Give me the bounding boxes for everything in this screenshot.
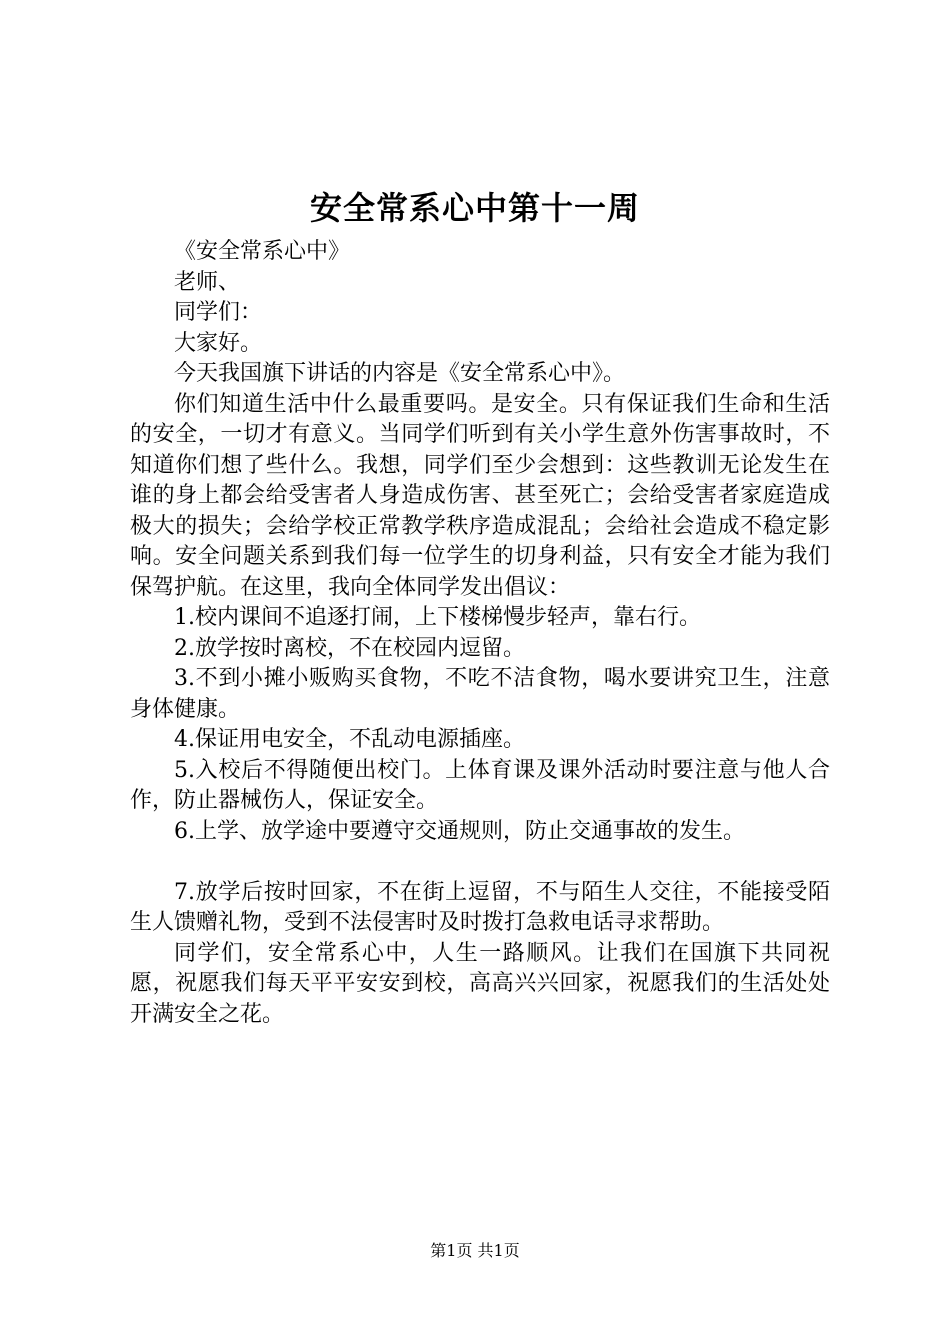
- proposal-item-3: 3.不到小摊小贩购买食物，不吃不洁食物，喝水要讲究卫生，注意身体健康。: [130, 666, 830, 722]
- greeting: 大家好。: [174, 330, 263, 356]
- document-body: [130, 237, 830, 1030]
- proposal-item-2: 2.放学按时离校，不在校园内逗留。: [174, 635, 525, 661]
- main-paragraph: 你们知道生活中什么最重要吗。是安全。只有保证我们生命和生活的安全，一切才有意义。当同学们听到有关小学生意外伤害事故时，不知道你们想了些什么。我想，同学们至少会想到：这些教训无论发生在谁的身上都会给受害者人身造成伤害、甚至死亡；会给受害者家庭造成极大的损失；会给学校正常教学秩序造成混乱；会给社会造成不稳定影响。安全问题关系到我们每一位学生的切身利益，只有安全才能为我们保驾护航。在这里，我向全体同学发出倡议：: [130, 391, 830, 600]
- speech-heading: 《安全常系心中》: [174, 239, 351, 264]
- proposal-item-6: 6.上学、放学途中要遵守交通规则，防止交通事故的发生。: [174, 818, 745, 844]
- intro-paragraph: 今天我国旗下讲话的内容是《安全常系心中》。: [174, 361, 626, 386]
- salutation-teachers: 老师、: [174, 269, 241, 295]
- paragraph-gap: [130, 847, 830, 878]
- closing-paragraph: 同学们，安全常系心中，人生一路顺风。让我们在国旗下共同祝愿，祝愿我们每天平平安安到校，高高兴兴回家，祝愿我们的生活处处开满安全之花。: [130, 940, 830, 1027]
- proposal-item-5: 5.入校后不得随便出校门。上体育课及课外活动时要注意与他人合作，防止器械伤人，保证安全。: [130, 757, 830, 813]
- salutation-students: 同学们：: [174, 300, 263, 325]
- proposal-item-7: 7.放学后按时回家，不在街上逗留，不与陌生人交往，不能接受陌生人馈赠礼物，受到不法侵害时及时拨打急救电话寻求帮助。: [130, 879, 830, 935]
- document-title: 安全常系心中第十一周: [309, 189, 640, 227]
- page-footer: 第1页 共1页: [430, 1241, 520, 1260]
- proposal-item-4: 4.保证用电安全，不乱动电源插座。: [174, 727, 525, 752]
- proposal-item-1: 1.校内课间不追逐打闹，上下楼梯慢步轻声，靠右行。: [174, 605, 701, 630]
